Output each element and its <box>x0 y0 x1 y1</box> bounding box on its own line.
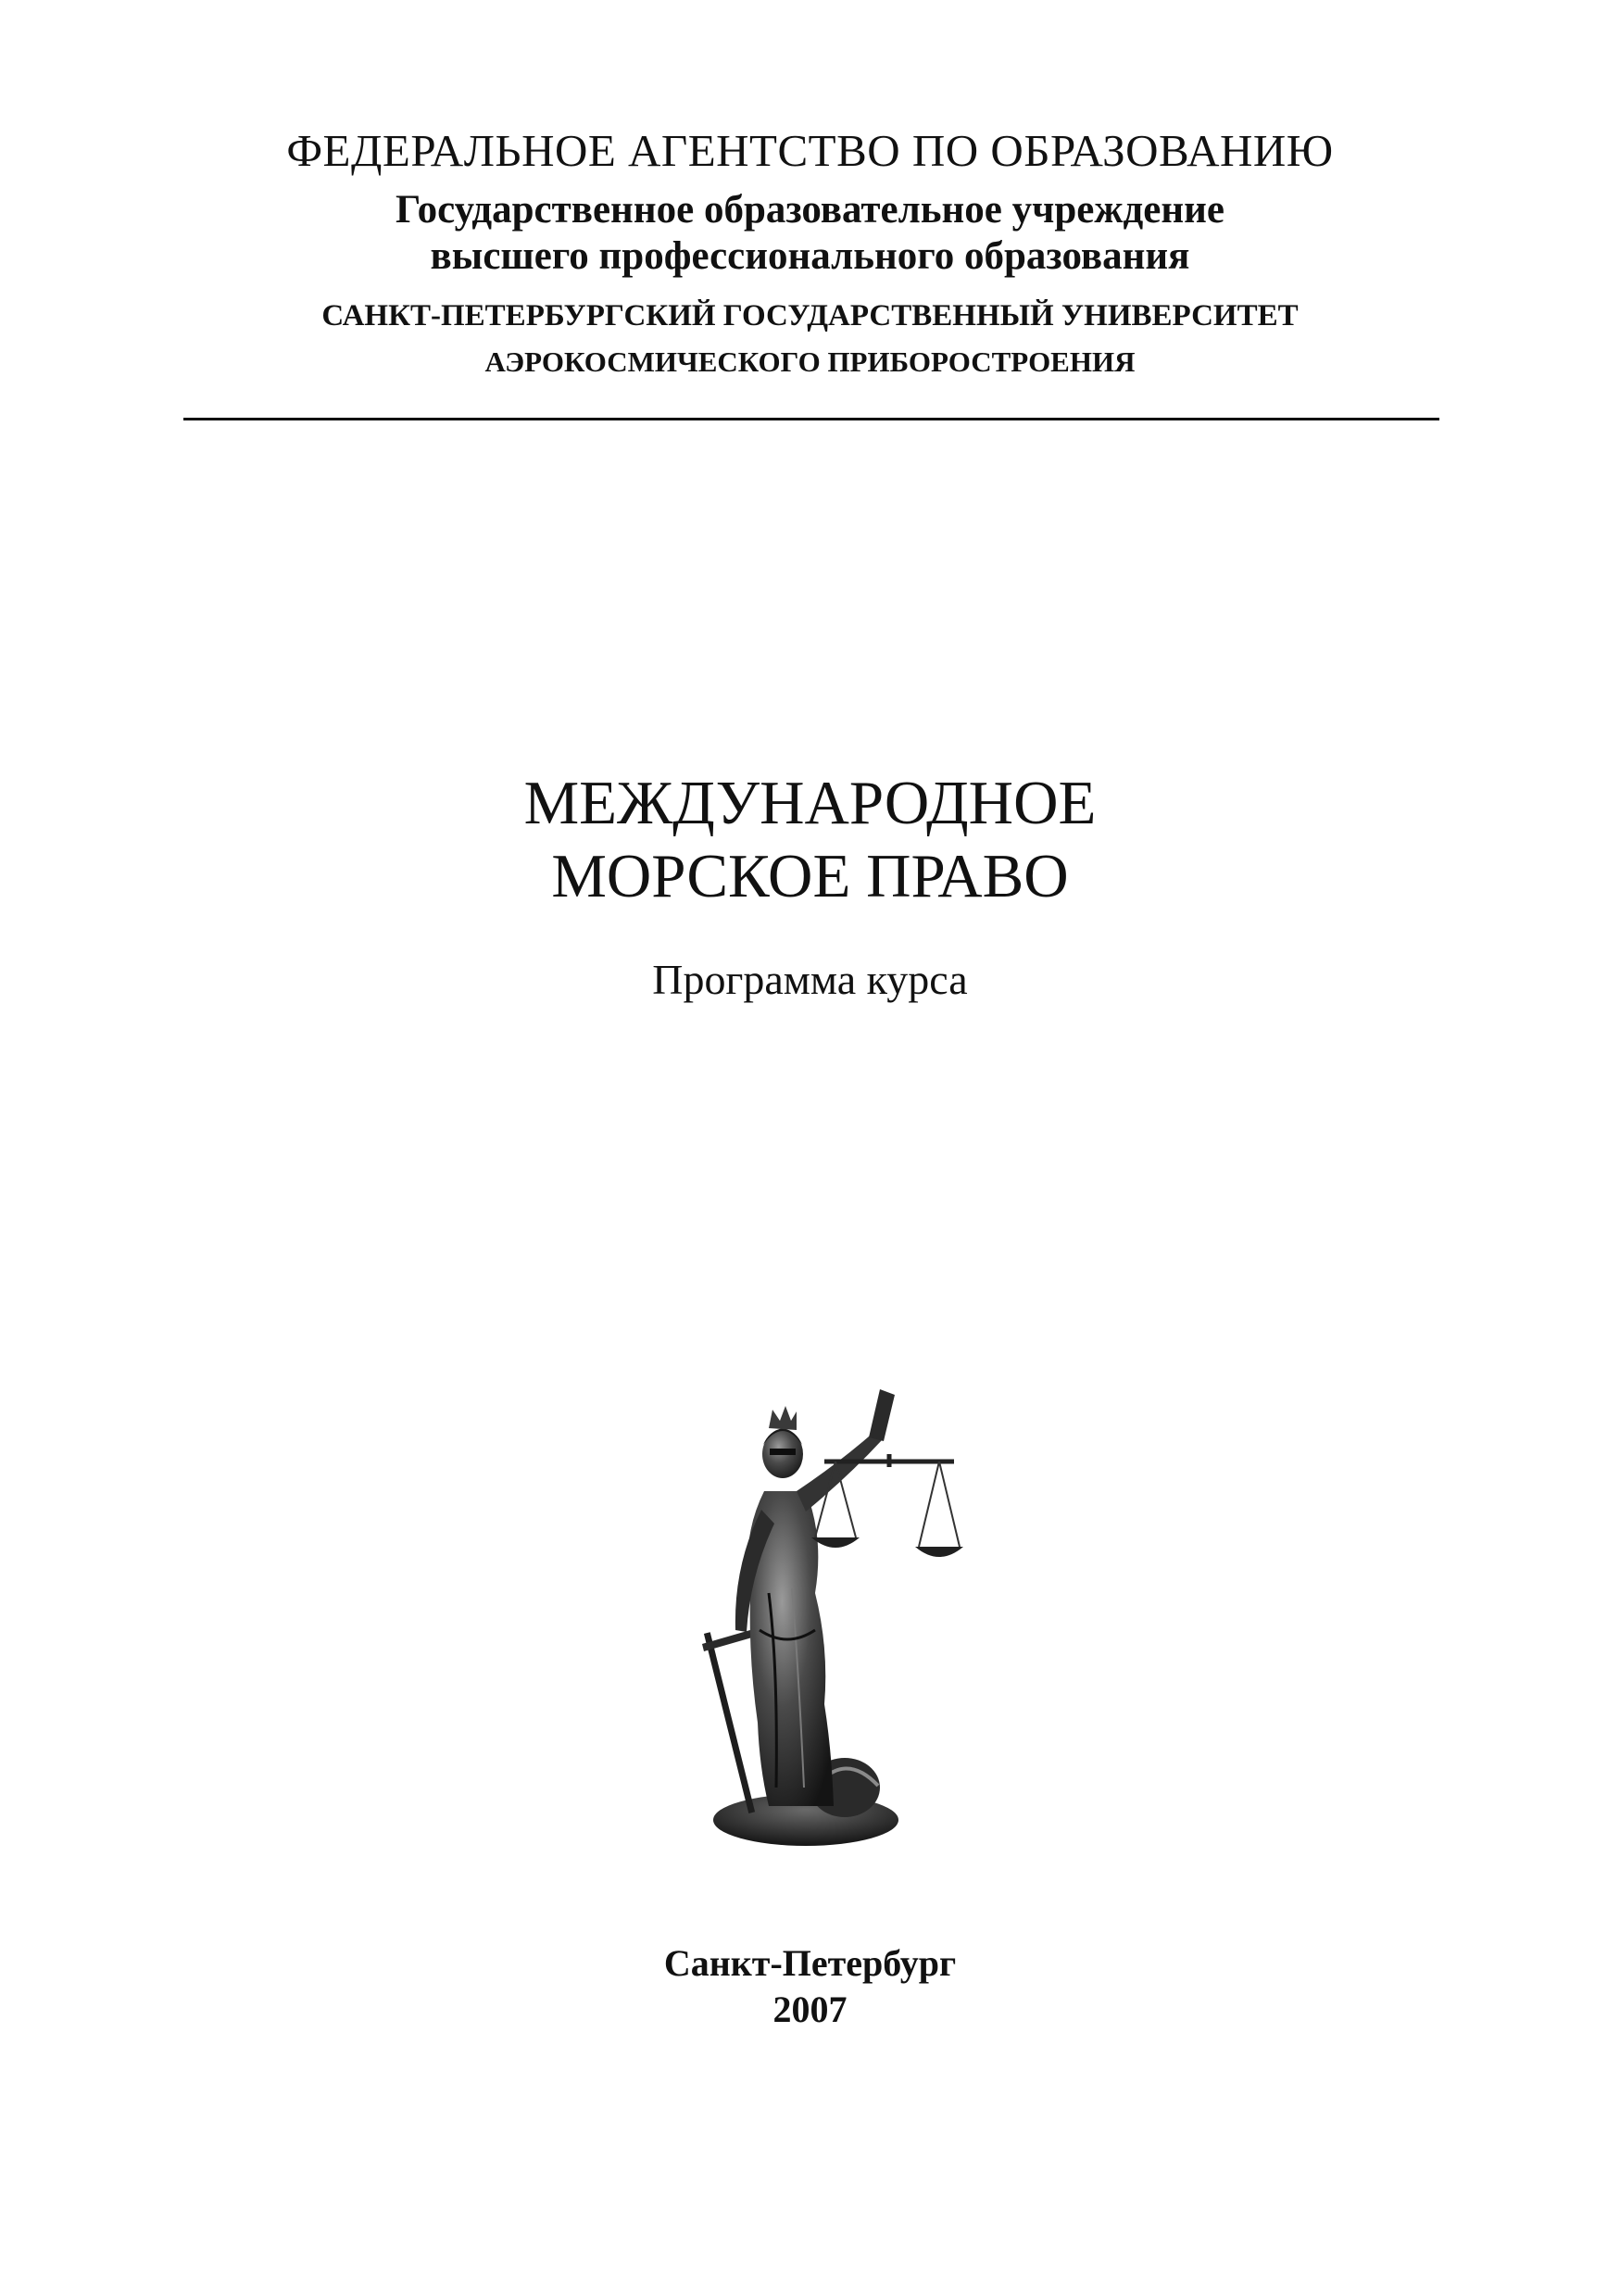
university-line-1: САНКТ-ПЕТЕРБУРГСКИЙ ГОСУДАРСТВЕННЫЙ УНИВЕРСИТЕТ <box>321 299 1299 332</box>
lady-justice-statue-icon <box>676 1352 982 1852</box>
agency-heading: ФЕДЕРАЛЬНОЕ АГЕНТСТВО ПО ОБРАЗОВАНИЮ <box>286 125 1334 176</box>
institution-line-2: высшего профессионального образования <box>430 234 1190 278</box>
title-line-1: МЕЖДУНАРОДНОЕ <box>523 769 1097 837</box>
university-line-2: АЭРОКОСМИЧЕСКОГО ПРИБОРОСТРОЕНИЯ <box>484 345 1136 378</box>
institution-line-1: Государственное образовательное учреждение <box>395 188 1225 232</box>
header-divider <box>183 418 1439 420</box>
title-line-2: МОРСКОЕ ПРАВО <box>551 842 1069 910</box>
subtitle: Программа курса <box>652 956 968 1003</box>
publication-city: Санкт-Петербург <box>663 1942 957 1984</box>
publication-year: 2007 <box>772 1989 848 2030</box>
